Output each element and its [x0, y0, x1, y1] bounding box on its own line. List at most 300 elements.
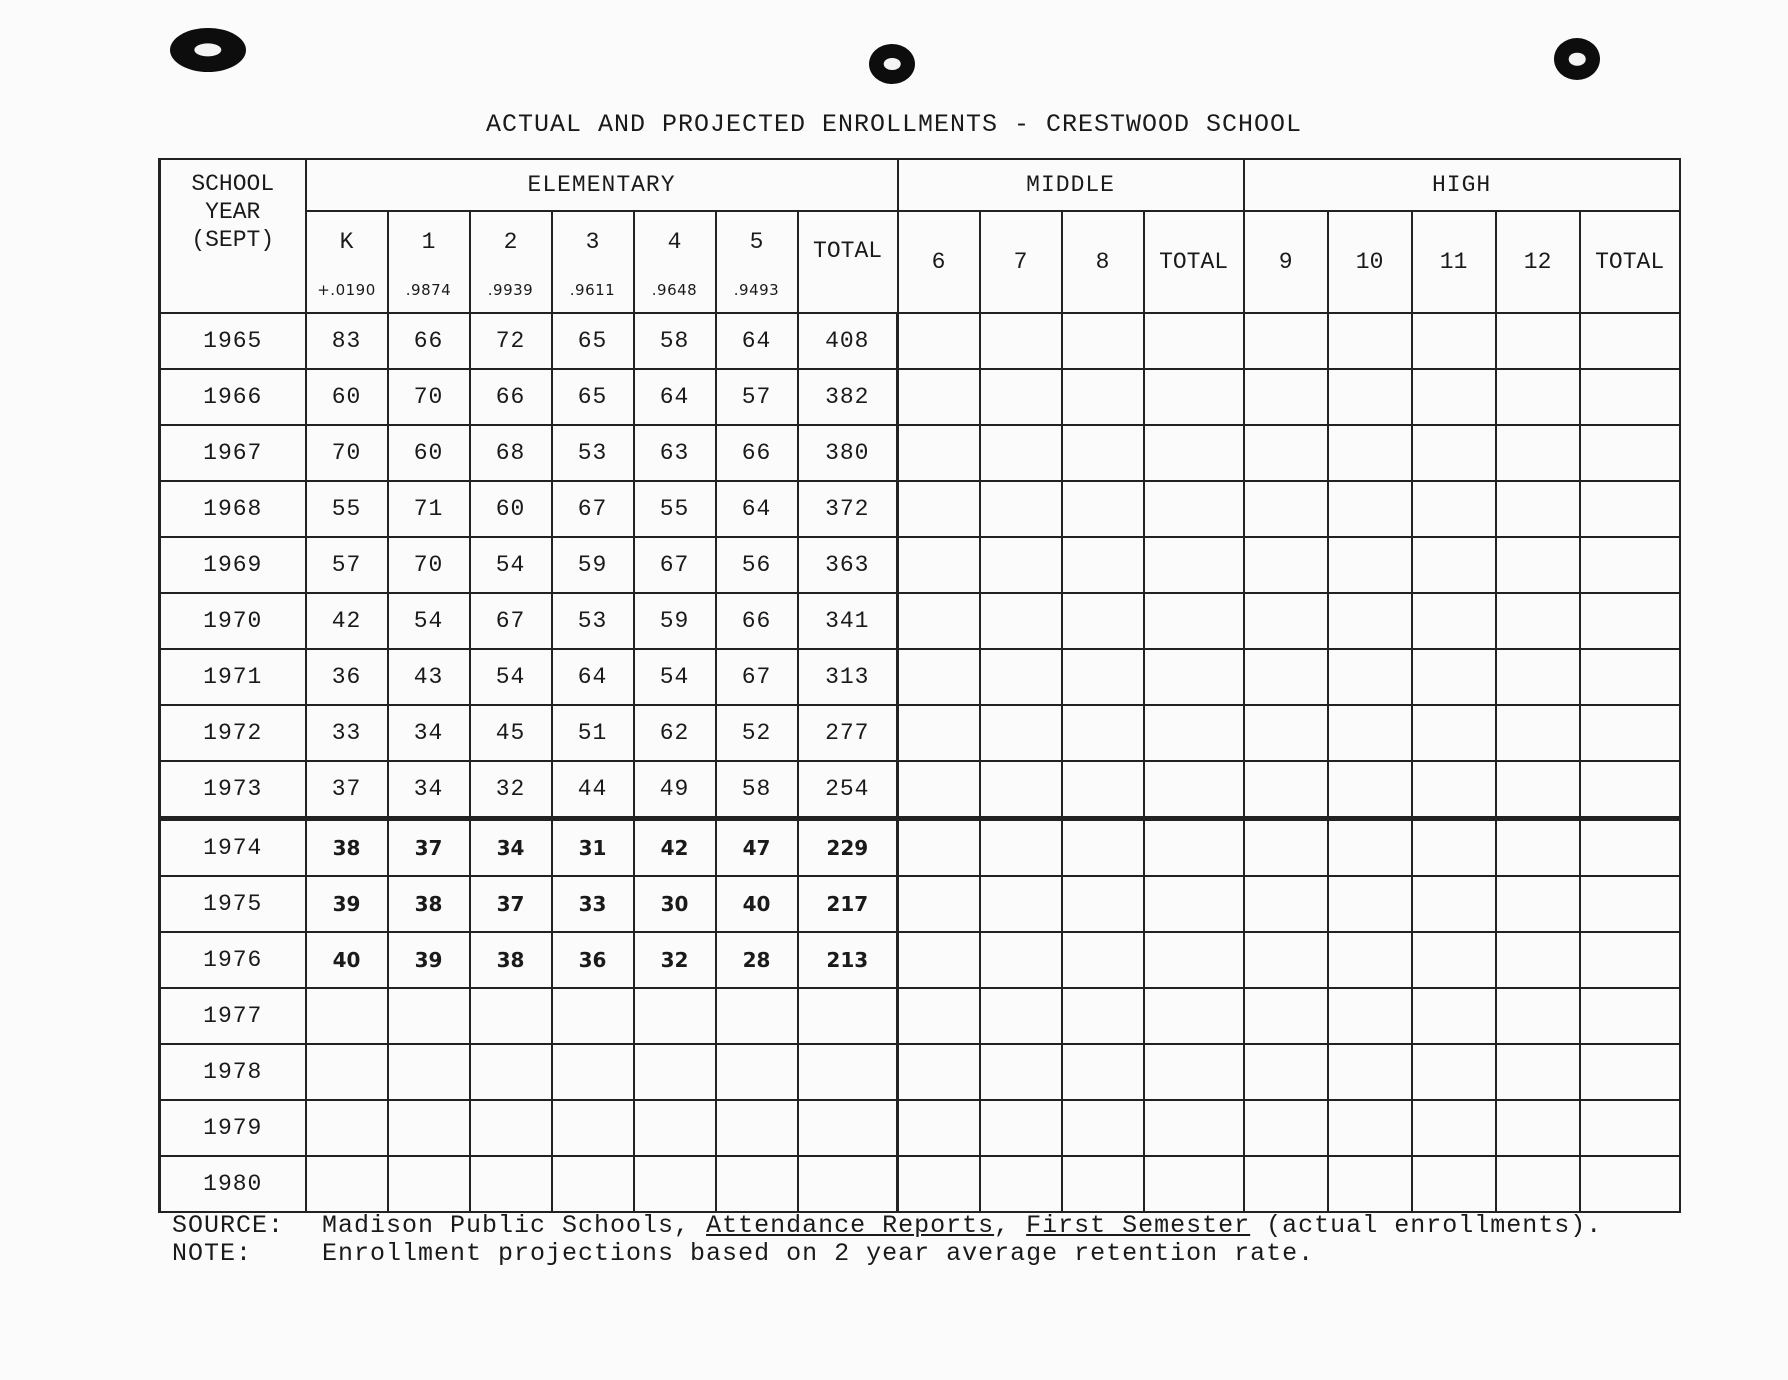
enrollment-cell — [470, 1156, 552, 1212]
enrollment-table — [158, 158, 1681, 1213]
high-cell — [1244, 819, 1328, 877]
retention-rate: .9611 — [569, 281, 616, 299]
enrollment-cell: 40 — [306, 932, 388, 988]
middle-cell — [980, 593, 1062, 649]
high-cell — [1496, 425, 1580, 481]
elementary-total-cell: 382 — [798, 369, 898, 425]
high-cell — [1244, 593, 1328, 649]
high-cell — [1412, 705, 1496, 761]
enrollment-cell: 65 — [552, 313, 634, 369]
high-cell — [1580, 819, 1680, 877]
middle-cell — [1144, 1044, 1244, 1100]
source-label: SOURCE: — [172, 1211, 285, 1240]
middle-cell — [1144, 1156, 1244, 1212]
high-cell — [1244, 369, 1328, 425]
middle-cell — [1062, 761, 1144, 819]
enrollment-cell: 63 — [634, 425, 716, 481]
high-cell — [1244, 1100, 1328, 1156]
enrollment-cell: 66 — [470, 369, 552, 425]
middle-cell — [980, 1044, 1062, 1100]
middle-cell — [898, 988, 980, 1044]
grade-1-header — [388, 211, 470, 313]
middle-cell — [898, 313, 980, 369]
source-title-semester: First Semester — [1026, 1211, 1251, 1240]
enrollment-cell: 67 — [552, 481, 634, 537]
middle-cell — [980, 819, 1062, 877]
year-cell: 1975 — [160, 876, 306, 932]
table-row — [160, 425, 1680, 481]
enrollment-cell: 70 — [388, 369, 470, 425]
enrollment-cell: 67 — [470, 593, 552, 649]
enrollment-cell — [552, 1156, 634, 1212]
footer — [172, 1212, 1602, 1268]
high-cell — [1328, 1156, 1412, 1212]
high-cell — [1328, 481, 1412, 537]
high-cell — [1328, 876, 1412, 932]
middle-cell — [1144, 593, 1244, 649]
high-cell — [1328, 1100, 1412, 1156]
enrollment-cell: 60 — [470, 481, 552, 537]
high-cell — [1496, 649, 1580, 705]
enrollment-cell — [470, 1044, 552, 1100]
high-cell — [1244, 876, 1328, 932]
middle-cell — [1144, 649, 1244, 705]
enrollment-cell: 33 — [552, 876, 634, 932]
enrollment-cell: 54 — [634, 649, 716, 705]
enrollment-cell: 28 — [716, 932, 798, 988]
high-cell — [1496, 819, 1580, 877]
year-cell: 1980 — [160, 1156, 306, 1212]
grade-5-header — [716, 211, 798, 313]
enrollment-cell: 38 — [388, 876, 470, 932]
enrollment-cell: 37 — [388, 819, 470, 877]
enrollment-cell: 59 — [552, 537, 634, 593]
enrollment-cell: 34 — [388, 761, 470, 819]
high-cell — [1328, 369, 1412, 425]
enrollment-cell: 38 — [306, 819, 388, 877]
note-line — [172, 1240, 1602, 1268]
enrollment-cell: 54 — [470, 537, 552, 593]
enrollment-cell: 30 — [634, 876, 716, 932]
middle-cell — [1062, 313, 1144, 369]
middle-total-header: TOTAL — [1144, 211, 1244, 313]
enrollment-cell: 36 — [306, 649, 388, 705]
enrollment-cell: 34 — [388, 705, 470, 761]
retention-rate: .9493 — [733, 281, 780, 299]
table-row — [160, 593, 1680, 649]
enrollment-cell: 64 — [634, 369, 716, 425]
enrollment-cell: 68 — [470, 425, 552, 481]
grade-9-header: 9 — [1244, 211, 1328, 313]
enrollment-cell: 58 — [634, 313, 716, 369]
middle-cell — [1062, 1100, 1144, 1156]
table-row — [160, 819, 1680, 877]
high-cell — [1580, 705, 1680, 761]
high-cell — [1496, 313, 1580, 369]
middle-cell — [1062, 988, 1144, 1044]
high-cell — [1412, 819, 1496, 877]
table-row — [160, 1044, 1680, 1100]
enrollment-cell: 47 — [716, 819, 798, 877]
middle-cell — [1144, 1100, 1244, 1156]
elementary-total-cell: 254 — [798, 761, 898, 819]
school-year-header-line2: YEAR — [205, 199, 261, 225]
high-cell — [1412, 761, 1496, 819]
year-cell: 1969 — [160, 537, 306, 593]
enrollment-cell: 67 — [716, 649, 798, 705]
year-cell: 1965 — [160, 313, 306, 369]
middle-cell — [980, 313, 1062, 369]
enrollment-cell: 64 — [552, 649, 634, 705]
high-cell — [1496, 988, 1580, 1044]
high-cell — [1412, 876, 1496, 932]
middle-cell — [1062, 1044, 1144, 1100]
high-cell — [1328, 1044, 1412, 1100]
high-cell — [1580, 1156, 1680, 1212]
year-cell: 1978 — [160, 1044, 306, 1100]
enrollment-cell: 64 — [716, 481, 798, 537]
middle-cell — [980, 988, 1062, 1044]
enrollment-cell: 37 — [470, 876, 552, 932]
grade-label: 1 — [421, 229, 436, 255]
enrollment-cell — [716, 1156, 798, 1212]
enrollment-cell — [552, 1100, 634, 1156]
enrollment-cell — [306, 1100, 388, 1156]
enrollment-cell — [552, 1044, 634, 1100]
enrollment-cell: 57 — [716, 369, 798, 425]
elementary-total-cell: 217 — [798, 876, 898, 932]
middle-cell — [1144, 369, 1244, 425]
enrollment-cell — [388, 1100, 470, 1156]
enrollment-cell — [306, 1156, 388, 1212]
high-cell — [1244, 988, 1328, 1044]
year-cell: 1966 — [160, 369, 306, 425]
elementary-total-cell: 213 — [798, 932, 898, 988]
enrollment-cell: 51 — [552, 705, 634, 761]
enrollment-cell — [552, 988, 634, 1044]
enrollment-cell: 72 — [470, 313, 552, 369]
elementary-total-cell: 229 — [798, 819, 898, 877]
high-cell — [1496, 705, 1580, 761]
middle-cell — [1144, 876, 1244, 932]
enrollment-cell: 39 — [306, 876, 388, 932]
grade-k-header — [306, 211, 388, 313]
table-row — [160, 649, 1680, 705]
middle-cell — [898, 649, 980, 705]
high-cell — [1328, 988, 1412, 1044]
middle-cell — [980, 761, 1062, 819]
enrollment-cell: 60 — [388, 425, 470, 481]
punch-hole-right — [1554, 38, 1600, 80]
middle-cell — [898, 819, 980, 877]
enrollment-cell — [716, 1044, 798, 1100]
high-cell — [1580, 369, 1680, 425]
enrollment-cell: 49 — [634, 761, 716, 819]
enrollment-cell: 52 — [716, 705, 798, 761]
enrollment-cell: 36 — [552, 932, 634, 988]
high-cell — [1412, 369, 1496, 425]
enrollment-cell: 32 — [634, 932, 716, 988]
high-cell — [1496, 1156, 1580, 1212]
high-cell — [1412, 537, 1496, 593]
document-title: ACTUAL AND PROJECTED ENROLLMENTS - CRESTWOOD SCHOOL — [485, 110, 1303, 139]
middle-cell — [898, 425, 980, 481]
high-cell — [1580, 481, 1680, 537]
elementary-total-cell: 408 — [798, 313, 898, 369]
grade-label: 4 — [667, 229, 682, 255]
high-cell — [1244, 761, 1328, 819]
enrollment-cell: 39 — [388, 932, 470, 988]
middle-cell — [898, 1156, 980, 1212]
grade-4-header — [634, 211, 716, 313]
enrollment-cell: 38 — [470, 932, 552, 988]
elementary-total-cell: 277 — [798, 705, 898, 761]
middle-cell — [898, 932, 980, 988]
retention-rate: .9874 — [405, 281, 452, 299]
enrollment-cell: 65 — [552, 369, 634, 425]
year-cell: 1977 — [160, 988, 306, 1044]
table-row — [160, 932, 1680, 988]
enrollment-cell: 57 — [306, 537, 388, 593]
middle-cell — [1062, 819, 1144, 877]
middle-cell — [980, 1100, 1062, 1156]
high-cell — [1412, 593, 1496, 649]
high-cell — [1496, 761, 1580, 819]
high-cell — [1496, 932, 1580, 988]
high-cell — [1580, 649, 1680, 705]
middle-cell — [898, 1100, 980, 1156]
high-cell — [1328, 313, 1412, 369]
elementary-total-cell — [798, 1156, 898, 1212]
middle-cell — [980, 425, 1062, 481]
retention-rate: .9939 — [487, 281, 534, 299]
middle-cell — [1062, 425, 1144, 481]
high-cell — [1328, 593, 1412, 649]
year-cell: 1972 — [160, 705, 306, 761]
middle-cell — [898, 705, 980, 761]
source-title-attendance: Attendance Reports — [706, 1211, 995, 1240]
high-cell — [1580, 425, 1680, 481]
high-cell — [1580, 593, 1680, 649]
year-cell: 1976 — [160, 932, 306, 988]
grade-2-header — [470, 211, 552, 313]
enrollment-cell — [388, 1156, 470, 1212]
middle-cell — [1062, 1156, 1144, 1212]
elementary-total-cell: 363 — [798, 537, 898, 593]
high-cell — [1412, 1156, 1496, 1212]
enrollment-cell: 59 — [634, 593, 716, 649]
enrollment-cell: 71 — [388, 481, 470, 537]
middle-cell — [1144, 819, 1244, 877]
middle-cell — [980, 369, 1062, 425]
high-cell — [1412, 1044, 1496, 1100]
enrollment-cell: 31 — [552, 819, 634, 877]
high-cell — [1580, 1100, 1680, 1156]
middle-cell — [980, 705, 1062, 761]
middle-cell — [898, 761, 980, 819]
grade-6-header: 6 — [898, 211, 980, 313]
school-year-header-line3: (SEPT) — [191, 227, 275, 253]
enrollment-cell: 55 — [306, 481, 388, 537]
grade-label: TOTAL — [813, 238, 883, 264]
middle-cell — [980, 932, 1062, 988]
punch-hole-center — [869, 44, 915, 84]
table-row — [160, 313, 1680, 369]
high-cell — [1244, 481, 1328, 537]
middle-cell — [898, 481, 980, 537]
elementary-total-cell — [798, 1044, 898, 1100]
table-body — [160, 313, 1680, 1212]
high-cell — [1580, 761, 1680, 819]
high-cell — [1412, 932, 1496, 988]
elementary-total-cell — [798, 1100, 898, 1156]
enrollment-cell: 58 — [716, 761, 798, 819]
school-year-header-line1: SCHOOL — [191, 171, 275, 197]
enrollment-cell: 54 — [388, 593, 470, 649]
high-cell — [1244, 705, 1328, 761]
grade-label: 5 — [749, 229, 764, 255]
source-separator: , — [994, 1211, 1027, 1240]
high-cell — [1328, 819, 1412, 877]
grade-label: 3 — [585, 229, 600, 255]
enrollment-cell: 34 — [470, 819, 552, 877]
source-prefix: Madison Public Schools, — [322, 1211, 707, 1240]
year-cell: 1967 — [160, 425, 306, 481]
elementary-total-cell: 372 — [798, 481, 898, 537]
year-cell: 1968 — [160, 481, 306, 537]
grade-11-header: 11 — [1412, 211, 1496, 313]
middle-cell — [1144, 761, 1244, 819]
high-cell — [1496, 369, 1580, 425]
enrollment-cell: 70 — [388, 537, 470, 593]
table-row — [160, 988, 1680, 1044]
table-row — [160, 705, 1680, 761]
enrollment-cell — [470, 988, 552, 1044]
high-cell — [1328, 649, 1412, 705]
table-row — [160, 1156, 1680, 1212]
enrollment-cell — [634, 988, 716, 1044]
enrollment-cell — [388, 988, 470, 1044]
table-row — [160, 481, 1680, 537]
enrollment-cell — [470, 1100, 552, 1156]
high-cell — [1328, 425, 1412, 481]
middle-cell — [1144, 988, 1244, 1044]
grade-8-header: 8 — [1062, 211, 1144, 313]
table-row — [160, 537, 1680, 593]
enrollment-cell: 42 — [634, 819, 716, 877]
table-row — [160, 761, 1680, 819]
enrollment-cell: 40 — [716, 876, 798, 932]
high-cell — [1412, 481, 1496, 537]
middle-cell — [1062, 932, 1144, 988]
enrollment-cell: 53 — [552, 425, 634, 481]
middle-cell — [980, 876, 1062, 932]
note-text: Enrollment projections based on 2 year average retention rate. — [322, 1239, 1315, 1268]
high-group-header: HIGH — [1244, 159, 1680, 211]
enrollment-cell: 33 — [306, 705, 388, 761]
middle-cell — [1144, 481, 1244, 537]
high-cell — [1412, 1100, 1496, 1156]
middle-cell — [898, 593, 980, 649]
table-row — [160, 369, 1680, 425]
middle-cell — [1062, 537, 1144, 593]
high-cell — [1496, 1100, 1580, 1156]
high-cell — [1580, 313, 1680, 369]
enrollment-cell: 66 — [388, 313, 470, 369]
enrollment-cell: 83 — [306, 313, 388, 369]
high-cell — [1496, 1044, 1580, 1100]
grade-12-header: 12 — [1496, 211, 1580, 313]
middle-group-header: MIDDLE — [898, 159, 1244, 211]
high-cell — [1496, 593, 1580, 649]
enrollment-cell: 42 — [306, 593, 388, 649]
source-line — [172, 1212, 1602, 1240]
middle-cell — [1062, 649, 1144, 705]
high-cell — [1580, 932, 1680, 988]
enrollment-cell: 60 — [306, 369, 388, 425]
high-cell — [1412, 649, 1496, 705]
school-year-header — [160, 159, 306, 313]
elementary-total-cell — [798, 988, 898, 1044]
high-cell — [1580, 1044, 1680, 1100]
high-cell — [1496, 481, 1580, 537]
elementary-total-header — [798, 211, 898, 313]
enrollment-cell: 67 — [634, 537, 716, 593]
high-cell — [1412, 313, 1496, 369]
year-cell: 1971 — [160, 649, 306, 705]
high-cell — [1244, 425, 1328, 481]
enrollment-cell: 44 — [552, 761, 634, 819]
enrollment-cell — [634, 1044, 716, 1100]
high-cell — [1328, 761, 1412, 819]
enrollment-cell — [306, 1044, 388, 1100]
grade-3-header — [552, 211, 634, 313]
middle-cell — [980, 649, 1062, 705]
enrollment-cell: 32 — [470, 761, 552, 819]
middle-cell — [898, 369, 980, 425]
enrollment-cell: 53 — [552, 593, 634, 649]
high-total-header: TOTAL — [1580, 211, 1680, 313]
enrollment-cell — [634, 1100, 716, 1156]
year-cell: 1979 — [160, 1100, 306, 1156]
elementary-group-header: ELEMENTARY — [306, 159, 898, 211]
year-cell: 1973 — [160, 761, 306, 819]
high-cell — [1328, 537, 1412, 593]
high-cell — [1412, 988, 1496, 1044]
retention-rate: +.0190 — [317, 281, 376, 299]
table-row — [160, 876, 1680, 932]
grade-label: 2 — [503, 229, 518, 255]
high-cell — [1580, 876, 1680, 932]
enrollment-cell: 45 — [470, 705, 552, 761]
enrollment-cell: 66 — [716, 425, 798, 481]
middle-cell — [1144, 313, 1244, 369]
high-cell — [1244, 1156, 1328, 1212]
middle-cell — [1144, 425, 1244, 481]
high-cell — [1580, 988, 1680, 1044]
high-cell — [1244, 537, 1328, 593]
enrollment-cell: 37 — [306, 761, 388, 819]
enrollment-cell: 43 — [388, 649, 470, 705]
middle-cell — [980, 481, 1062, 537]
punch-hole-left — [170, 28, 246, 72]
enrollment-cell: 55 — [634, 481, 716, 537]
enrollment-cell — [634, 1156, 716, 1212]
high-cell — [1244, 1044, 1328, 1100]
middle-cell — [1144, 705, 1244, 761]
source-suffix: (actual enrollments). — [1250, 1211, 1603, 1240]
year-cell: 1970 — [160, 593, 306, 649]
